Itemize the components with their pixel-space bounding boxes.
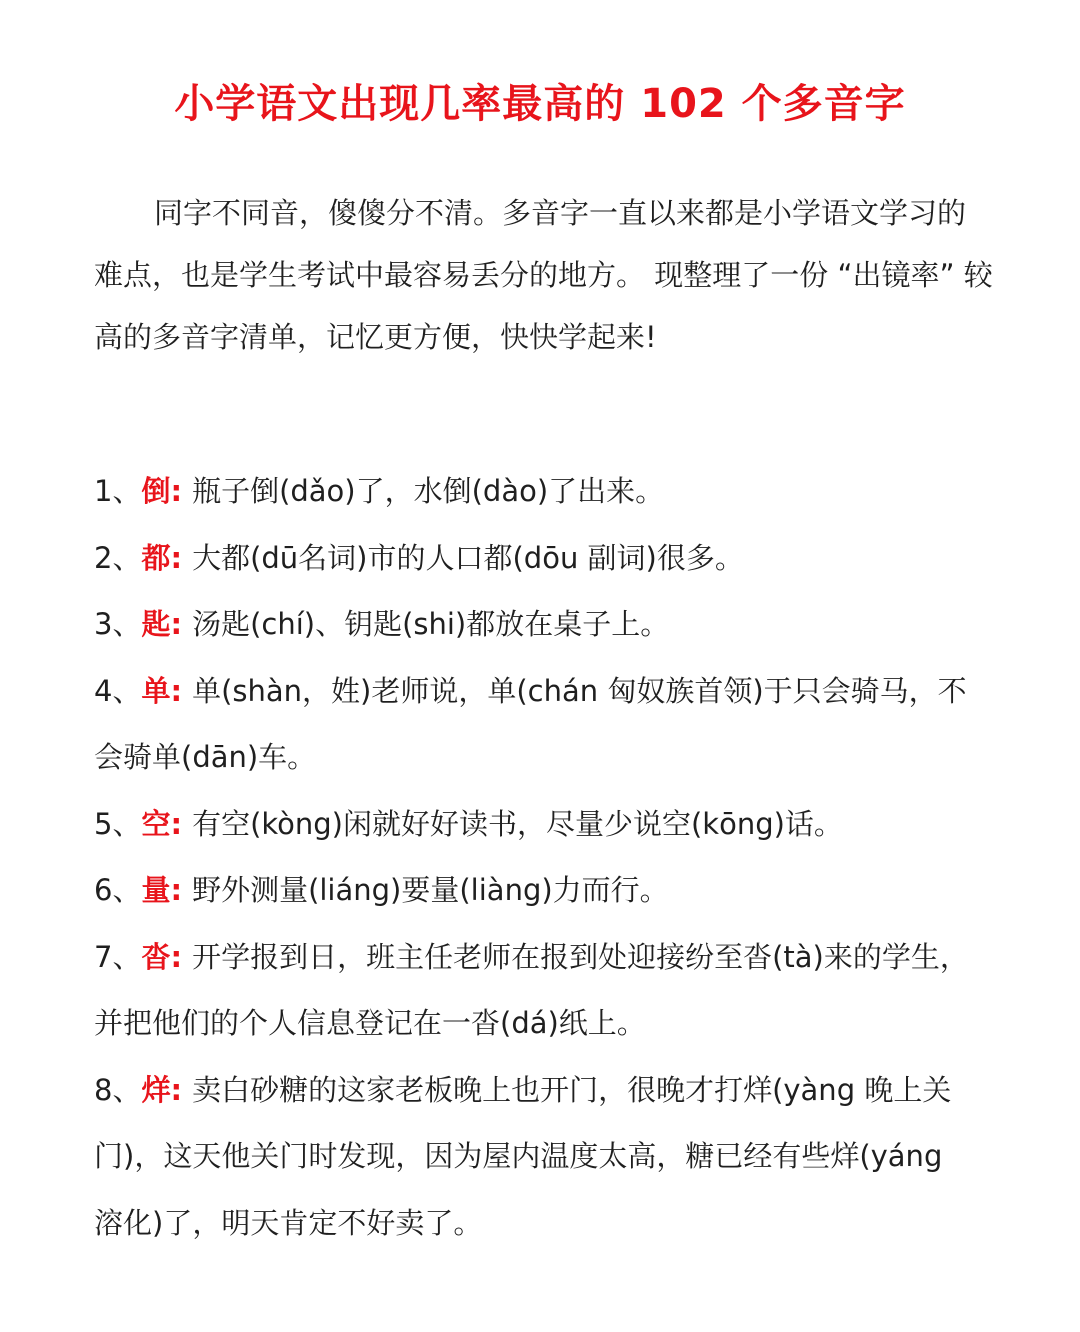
item-example: 瓶子倒(dǎo)了，水倒(dào)了出来。 [192,474,665,508]
item-line [94,658,1014,725]
item-line [94,924,1014,991]
item-character: 沓: [141,939,183,974]
item-number: 7、 [94,939,142,974]
item-example: 单(shàn，姓)老师说，单(chán 匈奴族首领)于只会骑马，不 [192,673,967,708]
list-item [94,1057,1014,1257]
item-line [94,525,1014,592]
item-character: 倒: [141,474,183,508]
item-character: 单: [141,673,183,708]
item-number: 1、 [94,474,142,508]
item-number: 2、 [94,540,142,575]
item-number: 6、 [94,873,142,907]
intro-line: 难点，也是学生考试中最容易丢分的地方。 现整理了一份 “出镜率” 较 [94,258,993,292]
item-line [94,791,1014,858]
item-example: 有空(kòng)闲就好好读书，尽量少说空(kōng)话。 [192,806,843,841]
list-item [94,458,1014,525]
item-example: 汤匙(chí)、钥匙(shi)都放在桌子上。 [192,607,670,641]
list-item [94,924,1014,1057]
intro-line: 高的多音字清单，记忆更方便，快快学起来! [94,320,657,354]
item-continuation: 溶化)了，明天肯定不好卖了。 [94,1205,483,1240]
page-title: 小学语文出现几率最高的 102 个多音字 [174,81,906,127]
polyphone-list [94,458,1014,1256]
intro-paragraph [94,182,1044,368]
list-item [94,857,1014,924]
intro-line: 同字不同音，傻傻分不清。多音字一直以来都是小学语文学习的 [154,196,967,230]
list-item [94,658,1014,791]
item-line [94,857,1014,924]
item-line [94,591,1014,658]
item-example: 开学报到日，班主任老师在报到处迎接纷至沓(tà)来的学生， [192,939,969,974]
item-character: 烊: [141,1072,183,1107]
list-item [94,791,1014,858]
item-example: 野外测量(liáng)要量(liàng)力而行。 [192,873,669,907]
item-example: 大都(dū名词)市的人口都(dōu 副词)很多。 [192,540,744,575]
item-number: 5、 [94,806,142,841]
item-character: 都: [141,540,183,575]
item-line [94,1057,1014,1124]
item-continuation: 并把他们的个人信息登记在一沓(dá)纸上。 [94,1006,646,1040]
item-character: 量: [141,873,183,907]
item-number: 8、 [94,1072,142,1107]
item-character: 匙: [141,607,183,641]
list-item [94,591,1014,658]
item-number: 3、 [94,607,142,641]
list-item [94,525,1014,592]
item-continuation: 门)，这天他关门时发现，因为屋内温度太高，糖已经有些烊(yáng [94,1139,943,1173]
item-continuation: 会骑单(dān)车。 [94,740,317,774]
item-line [94,458,1014,525]
item-example: 卖白砂糖的这家老板晚上也开门，很晚才打烊(yàng 晚上关 [192,1072,952,1107]
item-character: 空: [141,806,183,841]
item-number: 4、 [94,673,142,708]
